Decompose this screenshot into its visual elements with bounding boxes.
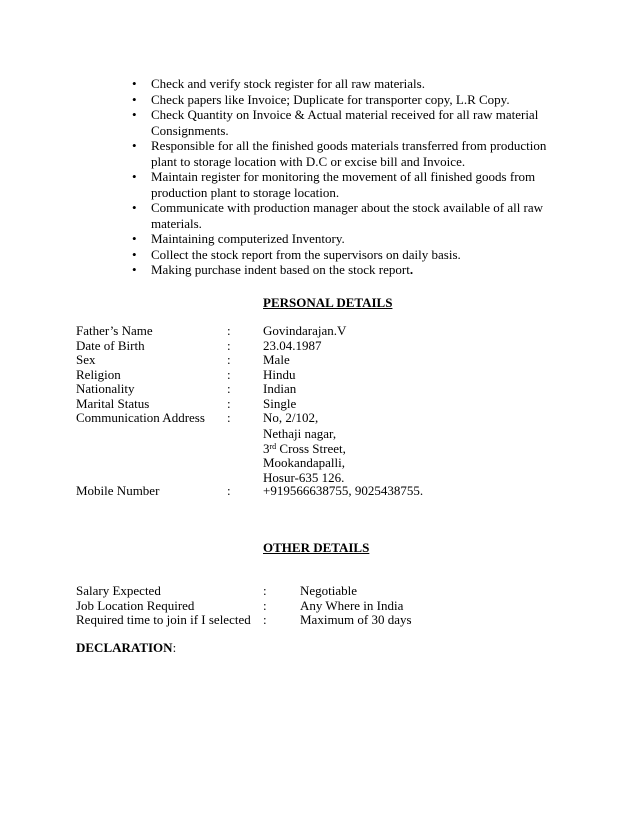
field-separator: : <box>263 612 267 627</box>
duty-text: Responsible for all the finished goods materials transferred from production plant to storage location with D.C or excise bill and Invoice. <box>151 138 547 169</box>
duty-text: Check and verify stock register for all raw materials. <box>151 76 425 91</box>
duty-text: Maintain register for monitoring the movement of all finished goods from production plant to storage location. <box>151 169 536 200</box>
list-item <box>132 138 572 169</box>
field-separator: : <box>227 381 231 396</box>
field-value: Any Where in India <box>300 597 404 613</box>
field-separator: : <box>227 323 231 338</box>
field-separator: : <box>227 366 231 382</box>
duty-text: Check Quantity on Invoice & Actual material received for all raw material Consignments. <box>151 107 539 138</box>
field-label: Nationality <box>76 381 135 396</box>
list-item <box>132 107 572 138</box>
job-location-row <box>76 598 596 613</box>
declaration-heading <box>76 640 176 656</box>
field-value: 23.04.1987 <box>263 337 322 353</box>
field-value: Negotiable <box>300 583 358 598</box>
bullet-icon: • <box>132 169 137 184</box>
list-item <box>132 92 572 108</box>
dob-row <box>76 338 596 353</box>
address-continuation <box>263 426 346 484</box>
bullet-icon: • <box>132 107 137 122</box>
bullet-icon: • <box>132 91 137 107</box>
list-item <box>132 247 572 263</box>
address-line: 3rd Cross Street, <box>263 440 346 456</box>
address-line: Mookandapalli, <box>263 455 345 470</box>
field-label: Job Location Required <box>76 597 195 613</box>
bullet-icon: • <box>132 200 137 215</box>
list-item <box>132 169 572 200</box>
bullet-icon: • <box>132 138 137 153</box>
list-item <box>132 200 572 231</box>
fathers-name-row <box>76 323 596 338</box>
field-separator: : <box>227 483 231 498</box>
salary-row <box>76 583 596 598</box>
list-item <box>132 262 572 278</box>
list-item <box>132 76 572 92</box>
field-separator: : <box>263 583 267 598</box>
duty-text: Maintaining computerized Inventory. <box>151 231 345 246</box>
address-line: Hosur-635 126. <box>263 469 345 485</box>
address-line: No, 2/102, <box>263 410 319 425</box>
personal-details-heading: PERSONAL DETAILS <box>263 295 393 310</box>
field-separator: : <box>227 352 231 367</box>
bullet-icon: • <box>132 246 137 262</box>
field-value: Single <box>263 395 297 411</box>
field-value: +919566638755, 9025438755. <box>263 483 424 498</box>
field-separator: : <box>227 395 231 411</box>
religion-row <box>76 367 596 382</box>
field-label: Religion <box>76 366 121 382</box>
field-label: Marital Status <box>76 395 150 411</box>
other-details-heading: OTHER DETAILS <box>263 540 370 555</box>
field-label: Father’s Name <box>76 323 153 338</box>
duty-end-period: . <box>409 262 414 277</box>
duty-text: Collect the stock report from the supervisors on daily basis. <box>151 246 461 262</box>
address-line: Nethaji nagar, <box>263 426 337 441</box>
field-label: Sex <box>76 352 96 367</box>
field-value: Govindarajan.V <box>263 323 347 338</box>
duty-text: Check papers like Invoice; Duplicate for transporter copy, L.R Copy. <box>151 91 510 107</box>
field-value: Maximum of 30 days <box>300 612 412 627</box>
field-value: Indian <box>263 381 297 396</box>
sex-row <box>76 352 596 367</box>
list-item <box>132 231 572 247</box>
field-label: Salary Expected <box>76 583 161 598</box>
join-time-row <box>76 612 596 627</box>
field-label: Mobile Number <box>76 483 160 498</box>
field-separator: : <box>227 410 231 425</box>
field-label: Required time to join if I selected <box>76 612 251 627</box>
bullet-icon: • <box>132 231 137 246</box>
field-separator: : <box>263 597 267 613</box>
address-row <box>76 410 596 425</box>
field-value: Hindu <box>263 366 296 382</box>
field-label: Date of Birth <box>76 337 145 353</box>
nationality-row <box>76 381 596 396</box>
field-separator: : <box>227 337 231 353</box>
bullet-icon: • <box>132 262 137 277</box>
duty-text: Communicate with production manager about the stock available of all raw materials. <box>151 200 544 231</box>
marital-status-row <box>76 396 596 411</box>
mobile-row <box>76 483 596 498</box>
field-value: Male <box>263 352 290 367</box>
field-label: Communication Address <box>76 410 205 425</box>
duty-text: Making purchase indent based on the stock report <box>151 262 410 277</box>
duties-list <box>132 76 572 278</box>
declaration-label: DECLARATION <box>76 640 173 655</box>
bullet-icon: • <box>132 76 137 91</box>
declaration-colon: : <box>172 640 177 655</box>
